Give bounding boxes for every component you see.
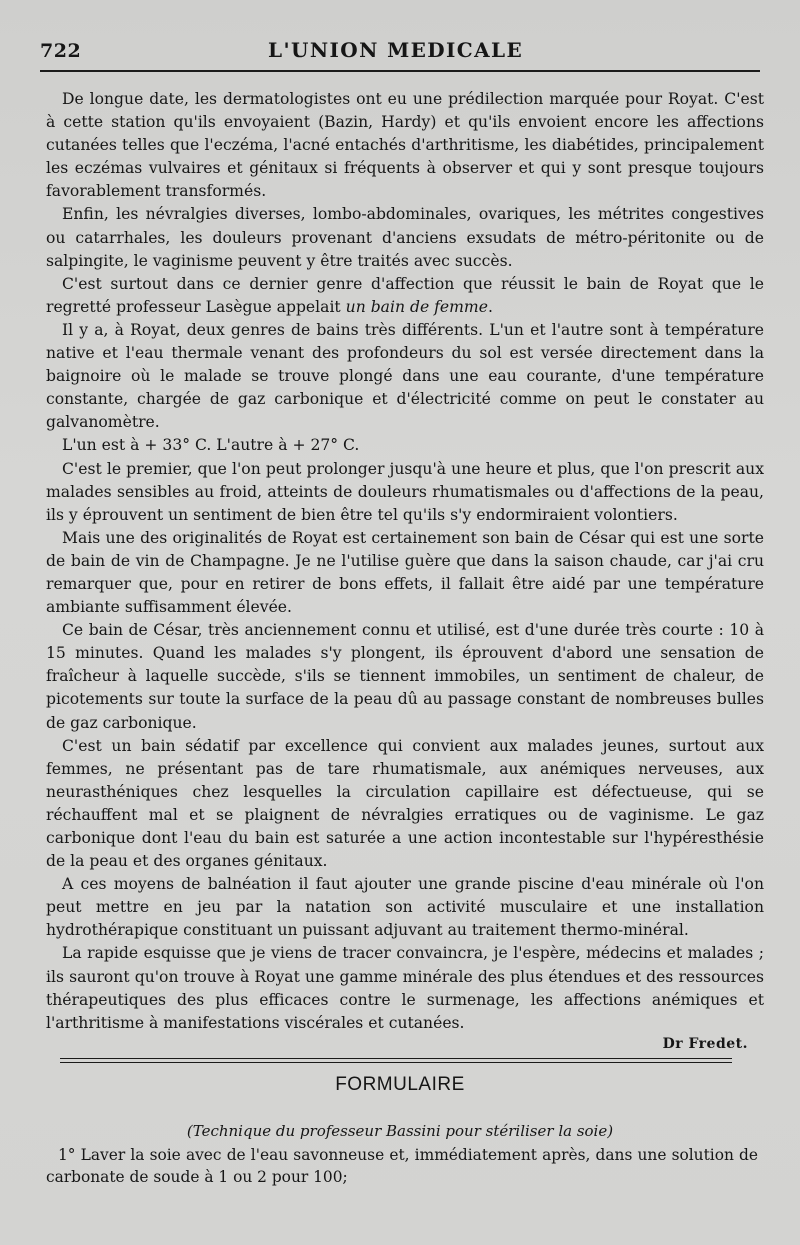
italic-phrase-suffix: . [487,297,493,316]
paragraph-dermatology: De longue date, les dermatologistes ont eu une prédilection marquée pour Royat. C'est à cette station qu'ils envoyaient (Bazin, Hardy) et qu'ils envoient encore les affections cutanées telles que l'eczéma, l'acné entachés d'arthritisme, les diabétides, principalement les eczémas vulvaires et génitaux si fréquents à observer et qui y sont presque toujours favorablement transformés. [46,90,764,201]
formulaire-step-1: 1° Laver la soie avec de l'eau savonneuse et, immédiatement après, dans une solution de carbonate de soude à 1 ou 2 pour 100; [46,1146,758,1186]
article-body [46,88,764,1035]
paragraph-lasegue-text: C'est surtout dans ce dernier genre d'affection que réussit le bain de Royat que le regretté professeur Lasègue appelait [46,274,764,316]
running-head: L'UNION MEDICALE [268,38,524,62]
page-number: 722 [40,40,82,62]
italic-phrase: un bain de femme [345,297,488,316]
paragraph-pool: A ces moyens de balnéation il faut ajouter une grande piscine d'eau minérale où l'on peut mettre en jeu par la natation son activité musculaire et une installation hydrothérapique constituant un puissant adjuvant au traitement thermo-minéral. [46,875,764,940]
paragraph-two-baths: Il y a, à Royat, deux genres de bains très différents. L'un et l'autre sont à température native et l'eau thermale venant des profondeurs du sol est versée directement dans la baignoire où le malade se trouve plongé dans une eau courante, d'une température constante, chargée de gaz carbonique et d'électricité comme on peut le constater au galvanomètre. [46,320,764,432]
section-title: FORMULAIRE [335,1074,465,1095]
page-header [40,36,760,72]
paragraph-cesar-duration: Ce bain de César, très anciennement connu et utilisé, est d'une durée très courte : 10 à 15 minutes. Quand les malades s'y plongent, ils éprouvent d'abord une sensation de fraîcheur à laquelle succède, s'ils se tiennent immobiles, un sentiment de chaleur, de picotements sur toute la surface de la peau dû au passage constant de nombreuses bulles de gaz carbonique. [46,621,764,732]
header-rule [40,70,760,72]
paragraph-neuralgias: Enfin, les névralgies diverses, lombo-abdominales, ovariques, les métrites congestives ou catarrhales, les douleurs provenant d'anciens exsudats de métro-péritonite ou de salpingite, le vaginisme peuvent y être traités avec succès. [46,205,764,270]
formulaire-body [46,1144,758,1188]
paragraph-lasegue [46,273,764,319]
section-rule-top [60,1058,732,1059]
author-signature: Dr Fredet. [662,1036,748,1052]
paragraph-temperatures: L'un est à + 33° C. L'autre à + 27° C. [62,436,360,455]
paragraph-first-bath: C'est le premier, que l'on peut prolonger jusqu'à une heure et plus, que l'on prescrit aux malades sensibles au froid, atteints de douleurs rhumatismales ou d'affections de la peau, ils y éprouvent un sentiment de bien être tel qu'ils s'y endormiraient volontiers. [46,459,764,524]
section-rule-bottom [60,1062,732,1063]
section-subtitle: (Technique du professeur Bassini pour stériliser la soie) [186,1122,614,1140]
paragraph-conclusion: La rapide esquisse que je viens de tracer convaincra, je l'espère, médecins et malades ; ils sauront qu'on trouve à Royat une gamme minérale des plus étendues et des ressources thérapeutiques des plus efficaces contre le surmenage, les affections anémiques et l'arthritisme à manifestations viscérales et cutanées. [46,944,764,1032]
paragraph-cesar-bath: Mais une des originalités de Royat est certainement son bain de César qui est une sorte de bain de vin de Champagne. Je ne l'utilise guère que dans la saison chaude, car j'ai cru remarquer que, pour en retirer de bons effets, il fallait être aidé par une température ambiante suffisamment élevée. [46,528,764,617]
paragraph-sedative-bath: C'est un bain sédatif par excellence qui convient aux malades jeunes, surtout aux femmes, ne présentant pas de tare rhumatismale, aux anémiques nerveuses, aux neurasthéniques chez lesquelles la circulation capillaire est défectueuse, qui se réchauffent mal et se plaignent de névralgies erratiques ou de vaginisme. Le gaz carbonique dont l'eau du bain est saturée a une action incontestable sur l'hypéresthésie de la peau et des organes génitaux. [46,736,764,871]
